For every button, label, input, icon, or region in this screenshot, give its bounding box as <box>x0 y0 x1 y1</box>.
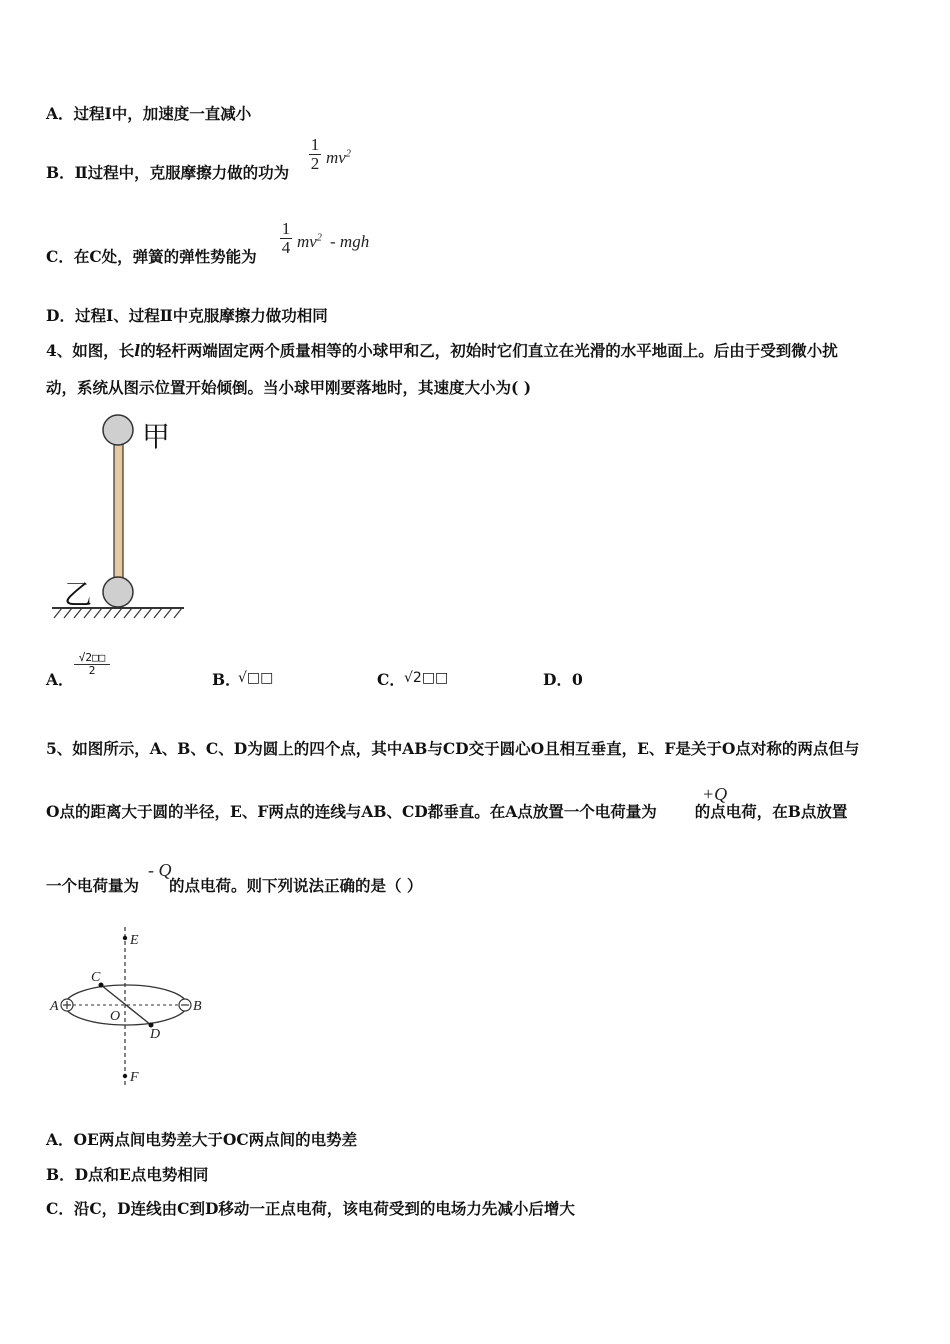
q3-option-d: D．过程Ⅰ、过程Ⅱ中克服摩擦力做功相同 <box>46 306 328 325</box>
q5-label-c: C <box>91 970 101 985</box>
q3-option-a: A．过程Ⅰ中，加速度一直减小 <box>46 104 252 123</box>
q5-label-d: D <box>150 1027 161 1042</box>
q3-option-c-text: C．在C处，弹簧的弹性势能为 <box>46 247 257 266</box>
q3-option-c-fraction: 1 4 <box>281 219 291 257</box>
q3-option-c-tail: - mgh <box>330 232 370 251</box>
q4-label-bottom: 乙 <box>64 578 93 611</box>
q4-option-c-label: C． <box>377 670 405 689</box>
q5-option-a: A．OE两点间电势差大于OC两点间的电势差 <box>46 1130 358 1149</box>
q3-option-c-expr: $mv^2$ <box>297 232 322 251</box>
q3-option-b-fraction: 1 2 <box>310 135 320 173</box>
q5-label-o: O <box>110 1009 121 1024</box>
q5-label-b: B <box>193 999 202 1014</box>
q5-circle-figure <box>46 925 216 1090</box>
q4-rod <box>114 438 123 593</box>
q4-line-2: 动，系统从图示位置开始倾倒。当小球甲刚要落地时，其速度大小为( ) <box>46 378 532 397</box>
q4-option-b-expr: √□□ <box>238 670 274 686</box>
q5-option-b: B．D点和E点电势相同 <box>46 1165 209 1184</box>
q5-line-2: O点的距离大于圆的半径，E、F两点的连线与AB、CD都垂直。在A点放置一个电荷量为 的点电荷，在B点放置 <box>46 802 848 821</box>
q5-option-c: C．沿C，D连线由C到D移动一正点电荷，该电荷受到的电场力先减小后增大 <box>46 1199 575 1218</box>
q5-label-a: A <box>50 999 59 1014</box>
q5-point-f <box>123 1074 127 1078</box>
q4-option-d: D．0 <box>543 670 583 689</box>
q4-line-1: 4、如图，长l的轻杆两端固定两个质量相等的小球甲和乙，初始时它们直立在光滑的水平地面上。后由于受到微小扰 <box>46 341 838 360</box>
q4-option-b-label: B． <box>212 670 241 689</box>
q3-option-b-expr: $mv^2$ <box>326 148 351 167</box>
q5-point-e <box>123 936 127 940</box>
q5-label-e: E <box>130 933 139 948</box>
q5-minus-q: - Q <box>148 860 172 880</box>
q5-line-cd <box>101 985 151 1025</box>
q4-label-top: 甲 <box>142 420 171 453</box>
q4-ball-bottom <box>103 577 133 607</box>
q4-option-c-expr: √2□□ <box>404 670 449 686</box>
q4-option-a-expr: √2□□ 2 <box>74 652 110 677</box>
q5-line-3: 一个电荷量为 的点电荷。则下列说法正确的是（ ） <box>46 876 423 895</box>
q5-line-1: 5、如图所示，A、B、C、D为圆上的四个点，其中AB与CD交于圆心O且相互垂直，E、F是关于O点对称的两点但与 <box>46 739 860 758</box>
q4-option-a-label: A． <box>46 670 74 689</box>
q4-ball-top <box>103 415 133 445</box>
q3-option-b-text: B．Ⅱ过程中，克服摩擦力做的功为 <box>46 163 290 182</box>
q5-label-f: F <box>130 1070 139 1085</box>
q5-plus-q: +Q <box>702 784 728 804</box>
q4-rod-figure <box>48 408 208 628</box>
